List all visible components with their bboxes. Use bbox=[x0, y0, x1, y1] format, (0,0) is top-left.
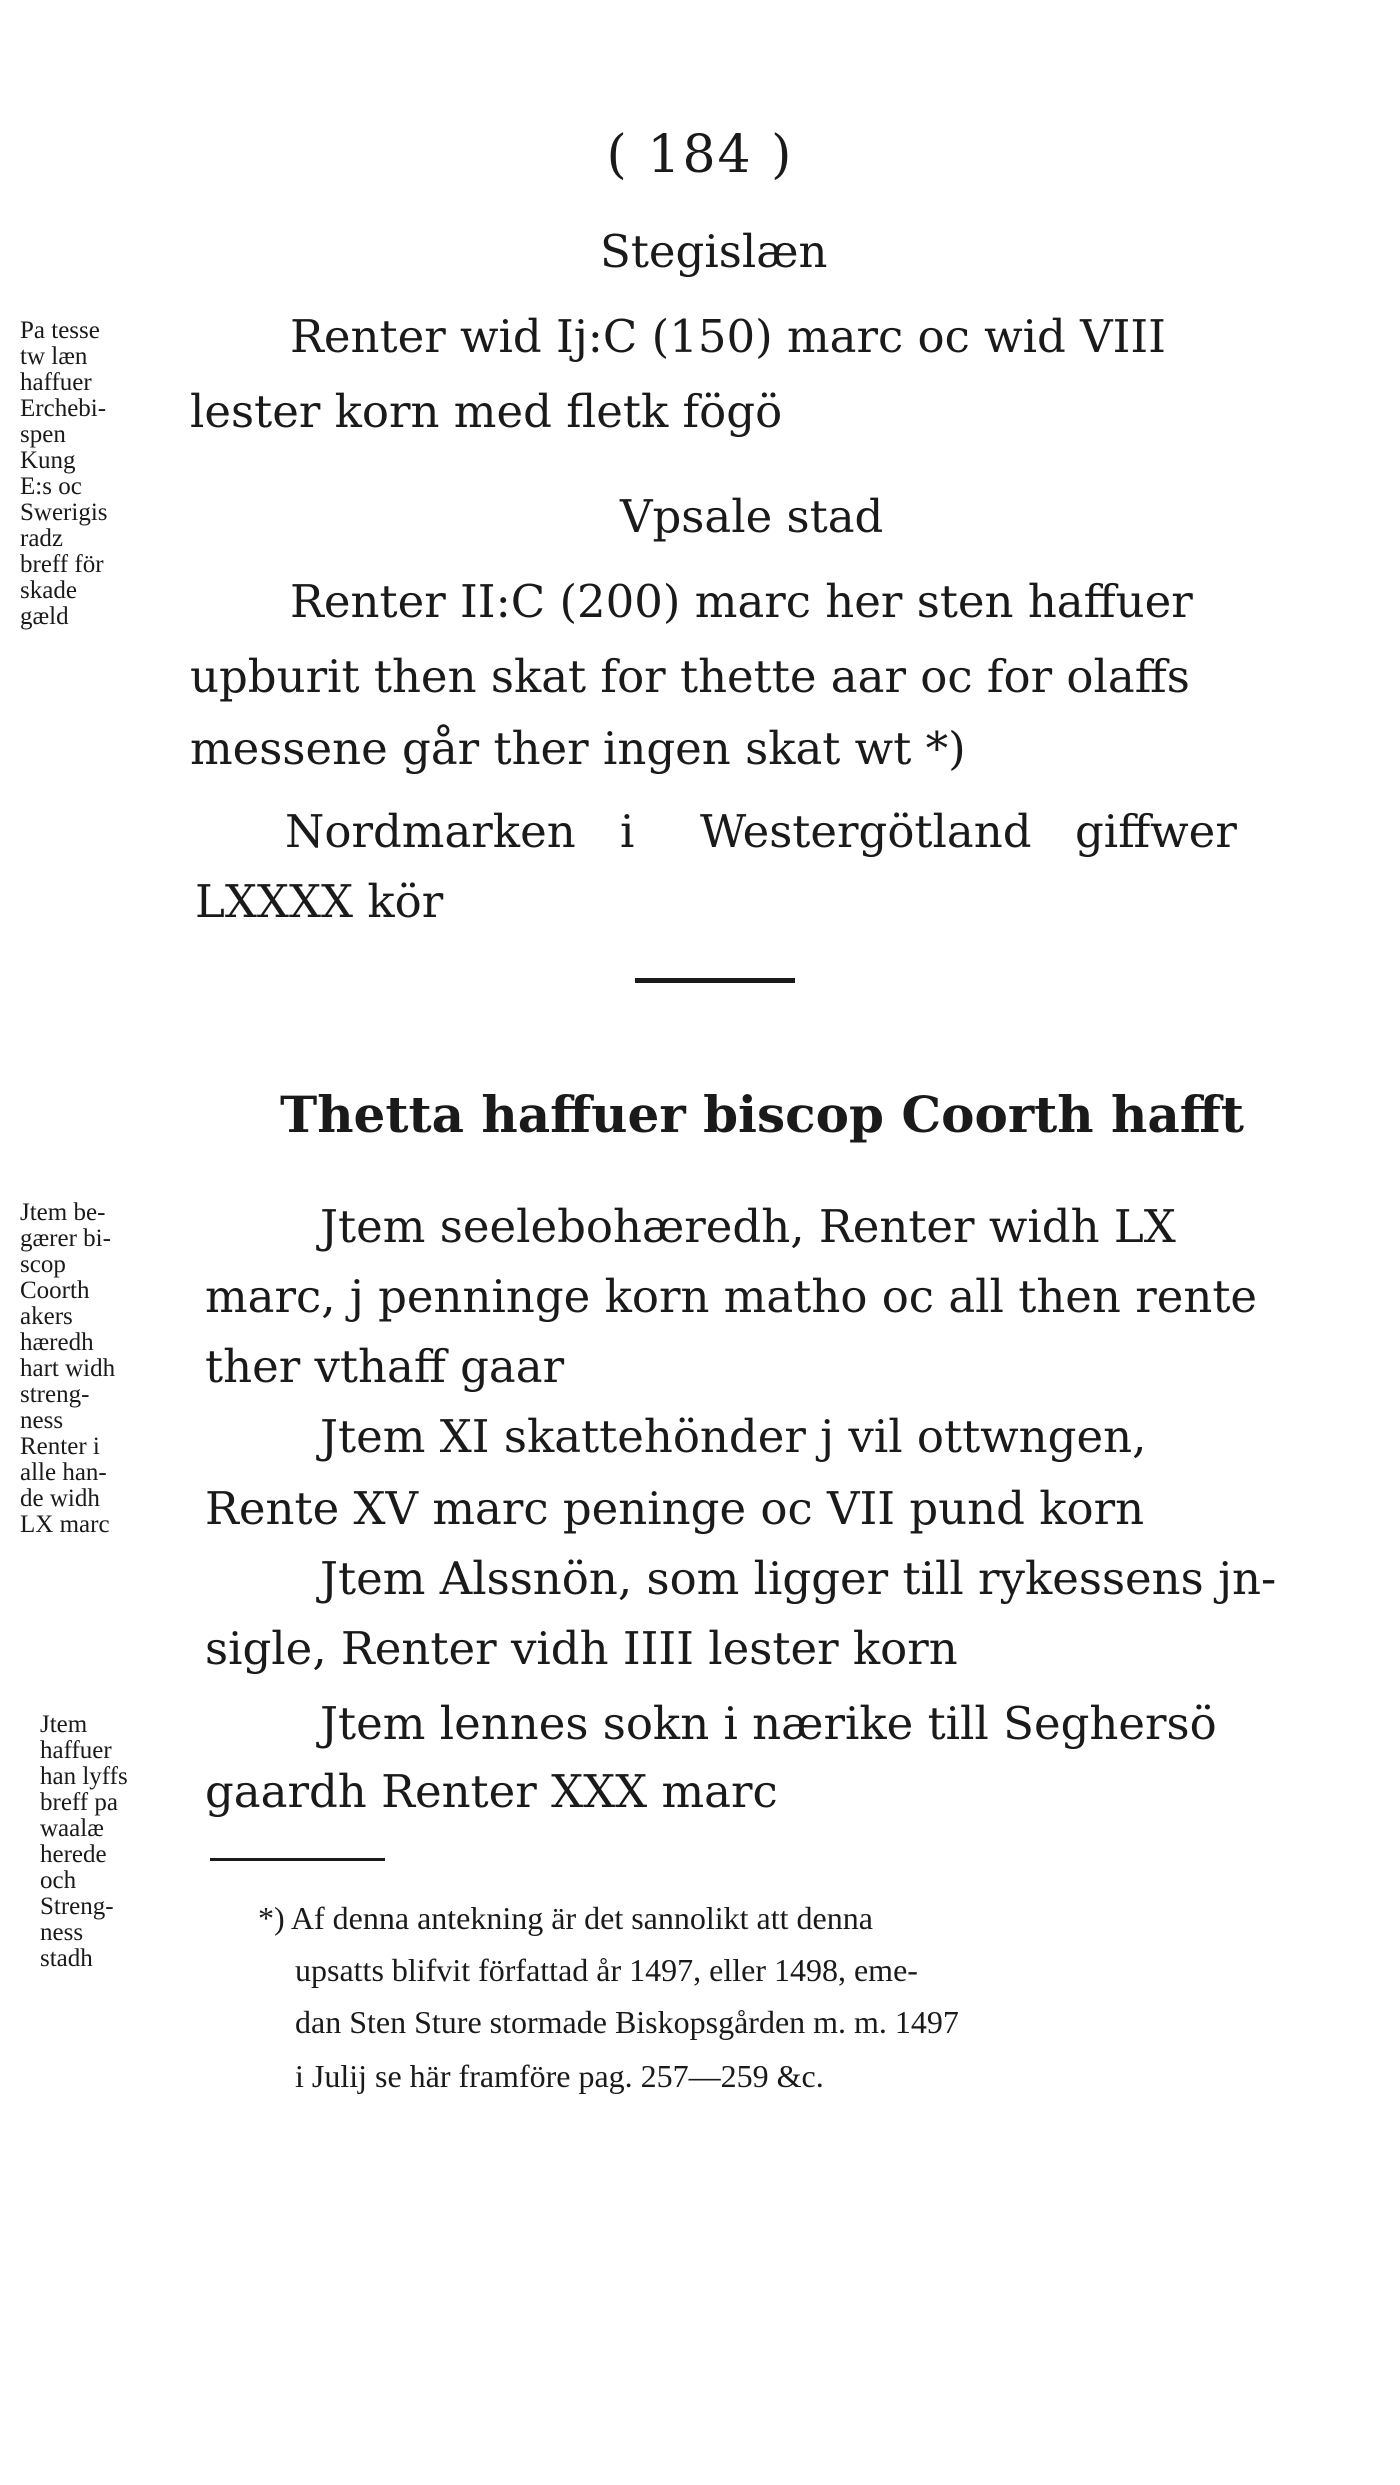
section-title-stegislaen: Stegislæn bbox=[600, 225, 828, 278]
footnote-line-2: upsatts blifvit författad år 1497, eller 1498, eme- bbox=[295, 1952, 918, 1988]
margin-note-line: akers bbox=[20, 1303, 73, 1330]
margin-note-line: streng- bbox=[20, 1381, 90, 1408]
footnote-line-3: dan Sten Sture stormade Biskopsgården m. m. 1497 bbox=[295, 2004, 959, 2040]
nordmarken-word-4: giffwer bbox=[1075, 805, 1237, 858]
margin-note-line: breff pa bbox=[40, 1789, 118, 1816]
footnote-line-1: *) Af denna antekning är det sannolikt att denna bbox=[258, 1900, 873, 1936]
vpsale-line-2: upburit then skat for thette aar oc for olaffs bbox=[190, 650, 1190, 703]
margin-note-line: och bbox=[40, 1867, 77, 1894]
margin-note-line: Swerigis bbox=[20, 499, 108, 526]
margin-note-line: ness bbox=[20, 1407, 64, 1434]
margin-note-line: alle han- bbox=[20, 1459, 107, 1486]
stegislaen-line-2: lester korn med fletk fögö bbox=[190, 385, 783, 438]
nordmarken-word-3: Westergötland bbox=[700, 805, 1032, 858]
page-number: ( 184 ) bbox=[606, 125, 794, 185]
entry-line-7: sigle, Renter vidh IIII lester korn bbox=[205, 1622, 958, 1675]
margin-note-line: scop bbox=[20, 1251, 66, 1278]
entry-line-1: Jtem seelebohæredh, Renter widh LX bbox=[320, 1200, 1176, 1253]
margin-note-line: haffuer bbox=[20, 369, 92, 396]
entry-line-2: marc, j penninge korn matho oc all then rente bbox=[205, 1270, 1258, 1323]
margin-note-line: radz bbox=[20, 525, 64, 552]
margin-note-line: gæld bbox=[20, 603, 69, 630]
margin-note-line: spen bbox=[20, 421, 66, 448]
margin-note-line: waalæ bbox=[40, 1815, 104, 1842]
margin-note-line: Coorth bbox=[20, 1277, 90, 1304]
stegislaen-line-1: Renter wid Ij:C (150) marc oc wid VIII bbox=[290, 310, 1166, 363]
margin-note-line: breff för bbox=[20, 551, 104, 578]
margin-note-line: hart widh bbox=[20, 1355, 116, 1382]
nordmarken-word-2: i bbox=[620, 805, 635, 858]
margin-note-line: E:s oc bbox=[20, 473, 82, 500]
vpsale-line-3: messene går ther ingen skat wt *) bbox=[190, 722, 966, 775]
margin-note-line: haffuer bbox=[40, 1737, 112, 1764]
nordmarken-line-2: LXXXX kör bbox=[195, 875, 444, 928]
footnote-divider bbox=[210, 1858, 385, 1861]
margin-note-line: gærer bi- bbox=[20, 1225, 111, 1252]
entry-line-5: Rente XV marc peninge oc VII pund korn bbox=[205, 1482, 1145, 1535]
margin-note-line: Jtem be- bbox=[20, 1199, 106, 1226]
footnote-line-4: i Julij se här framföre pag. 257—259 &c. bbox=[295, 2058, 824, 2094]
margin-note-line: stadh bbox=[40, 1945, 93, 1972]
entry-line-6: Jtem Alssnön, som ligger till rykessens jn- bbox=[320, 1552, 1277, 1605]
margin-note-line: ness bbox=[40, 1919, 84, 1946]
margin-note-lyffs-breff bbox=[40, 1712, 128, 1972]
entry-line-4: Jtem XI skattehönder j vil ottwngen, bbox=[320, 1410, 1147, 1463]
margin-note-line: tw læn bbox=[20, 343, 88, 370]
heading-coorth: Thetta haffuer biscop Coorth hafft bbox=[280, 1085, 1244, 1144]
margin-note-line: Kung bbox=[20, 447, 76, 474]
margin-note-line: de widh bbox=[20, 1485, 100, 1512]
section-title-vpsale: Vpsale stad bbox=[620, 490, 884, 543]
section-divider bbox=[635, 978, 795, 983]
margin-note-line: Streng- bbox=[40, 1893, 114, 1920]
margin-note-line: Erchebi- bbox=[20, 395, 107, 422]
margin-note-line: herede bbox=[40, 1841, 107, 1868]
entry-line-8: Jtem lennes sokn i nærike till Seghersö bbox=[320, 1697, 1217, 1750]
margin-note-line: Jtem bbox=[40, 1711, 88, 1738]
margin-note-coorth bbox=[20, 1200, 115, 1538]
entry-line-3: ther vthaff gaar bbox=[205, 1340, 565, 1393]
margin-note-line: Pa tesse bbox=[20, 317, 100, 344]
nordmarken-word-1: Nordmarken bbox=[285, 805, 576, 858]
margin-note-line: skade bbox=[20, 577, 77, 604]
margin-note-erchebispen bbox=[20, 318, 108, 630]
margin-note-line: hæredh bbox=[20, 1329, 94, 1356]
margin-note-line: LX marc bbox=[20, 1511, 110, 1538]
margin-note-line: Renter i bbox=[20, 1433, 100, 1460]
vpsale-line-1: Renter II:C (200) marc her sten haffuer bbox=[290, 575, 1193, 628]
margin-note-line: han lyffs bbox=[40, 1763, 128, 1790]
entry-line-9: gaardh Renter XXX marc bbox=[205, 1765, 778, 1818]
